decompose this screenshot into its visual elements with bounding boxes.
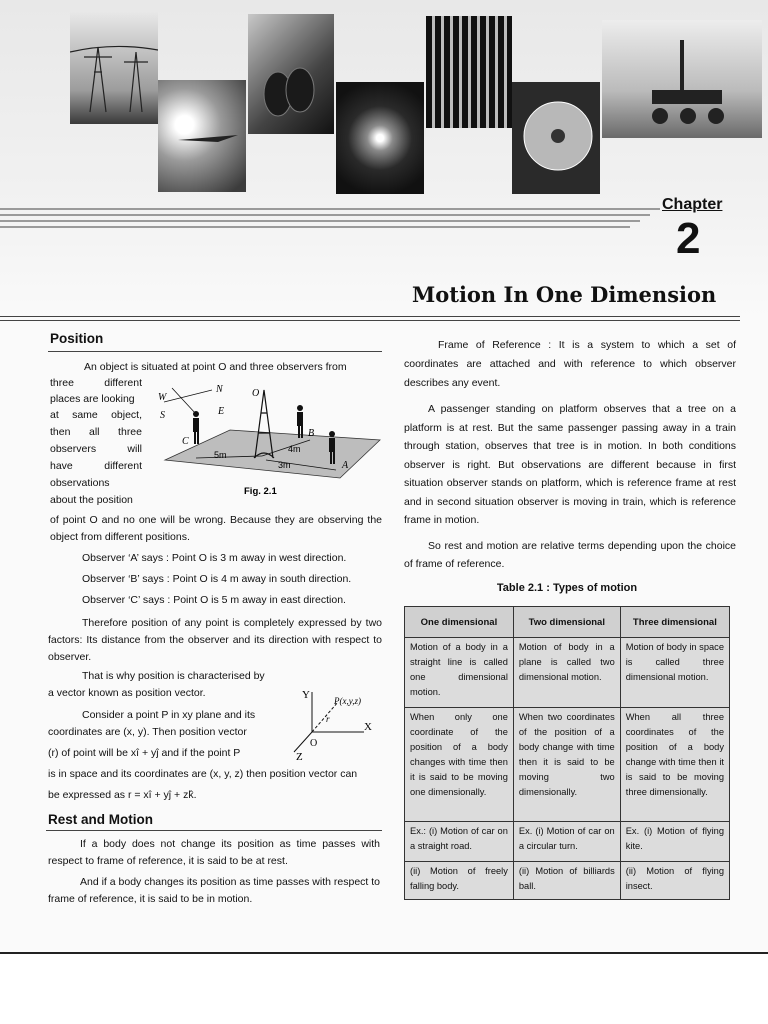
- distance-3m: 3m: [278, 460, 291, 470]
- machine-photo: [248, 14, 334, 134]
- observer-b-label: B: [308, 428, 315, 439]
- rover-photo: [602, 20, 762, 138]
- observer-statement: Observer ‘A’ says : Point O is 3 m away in west direction.: [82, 552, 347, 564]
- pylon-icon: [70, 12, 158, 124]
- title-rule: [0, 316, 740, 317]
- table-row: [405, 708, 730, 822]
- compass-w: W: [158, 392, 167, 403]
- position-vector-figure: [282, 684, 382, 764]
- paragraph: An object is situated at point O and three observers from: [84, 361, 347, 373]
- vector-r-label: r: [326, 714, 330, 724]
- table-cell: (ii) Motion of billiards ball.: [513, 862, 620, 900]
- origin-label: O: [310, 738, 318, 749]
- wrap-line: observations: [50, 477, 110, 489]
- paragraph-line: (r) of point will be xî + yĵ and if the point P: [48, 747, 241, 759]
- paragraph: Therefore position of any point is completely expressed by two factors: Its distance from the observer and its direction with respect to observer.: [48, 617, 382, 663]
- observer-statement: Observer ‘C’ says : Point O is 5 m away in east direction.: [82, 594, 346, 606]
- paragraph: of point O and no one will be wrong. Because they are observing the object from different positions.: [50, 514, 382, 543]
- paragraph-line: a vector known as position vector.: [48, 687, 206, 699]
- paragraph-line: is in space and its coordinates are (x, y, z) then position vector can: [48, 768, 358, 780]
- compass-n: N: [216, 384, 223, 395]
- x-axis-label: X: [364, 721, 372, 733]
- compass-e: E: [218, 406, 225, 417]
- table-header-row: [405, 607, 730, 638]
- observer-statement: Observer ‘B’ says : Point O is 4 m away in south direction.: [82, 573, 352, 585]
- wrap-line: then all three: [50, 426, 142, 438]
- z-axis-label: Z: [296, 751, 303, 763]
- table-cell: (ii) Motion of freely falling body.: [405, 862, 514, 900]
- paragraph-passenger: A passenger standing on platform observes that a tree on a platform is at rest. But the same passenger passing away in a train through station, observes that tree is in motion. In both conditions observer is right. But observations are different because in first situation observer stands on platform, which is reference frame at rest and in second situation observer is moving in train, which is reference frame in motion.: [404, 403, 736, 526]
- paragraph-frame-of-reference: Frame of Reference : It is a system to which a set of coordinates are attached and with reference to which observer describes any event.: [404, 339, 736, 389]
- fighter-jet-photo: [158, 80, 246, 192]
- table-cell: Ex.: (i) Motion of car on a straight road.: [405, 822, 514, 862]
- wrap-line: three different: [50, 377, 142, 389]
- page-bottom-border: [0, 952, 768, 954]
- y-axis-label: Y: [302, 689, 310, 701]
- wrap-line: observers will: [50, 443, 142, 455]
- banner-stripe: [0, 214, 650, 216]
- rover-icon: [602, 20, 762, 138]
- table-cell: Ex. (i) Motion of car on a circular turn.: [513, 822, 620, 862]
- types-of-motion-table: [404, 606, 730, 900]
- banner-stripe: [0, 226, 630, 228]
- cylinders-icon: [248, 14, 334, 134]
- table-cell: Motion of body in space is called three dimensional motion.: [620, 638, 729, 708]
- table-row: [405, 822, 730, 862]
- point-o-label: O: [252, 388, 260, 399]
- table-row: [405, 862, 730, 900]
- observer-c-icon: [193, 411, 199, 444]
- paragraph-line: coordinates are (x, y). Then position vector: [48, 726, 247, 738]
- distance-4m: 4m: [288, 444, 301, 454]
- section-heading-position: Position: [50, 331, 104, 346]
- paragraph: If a body does not change its position as time passes with respect to frame of reference, it is said to be at rest.: [48, 838, 380, 867]
- title-rule: [0, 320, 740, 321]
- table-cell: (ii) Motion of flying insect.: [620, 862, 729, 900]
- page-title: Motion In One Dimension: [412, 282, 717, 307]
- compass-s: S: [160, 410, 165, 421]
- table-cell: Motion of a body in a straight line is called one dimensional motion.: [405, 638, 514, 708]
- paragraph-line: be expressed as r = xî + yĵ + zk̂.: [48, 789, 197, 801]
- galaxy-photo: [336, 82, 424, 194]
- figure-2-1: [150, 378, 382, 498]
- banner-stripe: [0, 208, 660, 210]
- wrap-line: places are looking: [50, 393, 135, 405]
- chapter-number: 2: [676, 214, 701, 263]
- table-cell: Ex. (i) Motion of flying kite.: [620, 822, 729, 862]
- paragraph-line: That is why position is characterised by: [82, 670, 265, 682]
- wrap-line: have different: [50, 460, 142, 472]
- heading-rule: [46, 830, 382, 831]
- wrap-line: about the position: [50, 494, 133, 506]
- disk-icon: [512, 82, 600, 194]
- distance-5m: 5m: [214, 450, 227, 460]
- paragraph-line: Consider a point P in xy plane and its: [82, 709, 256, 721]
- chapter-label: Chapter: [662, 196, 723, 213]
- pylons-photo: [70, 12, 158, 124]
- point-p-label: P(x,y,z): [334, 696, 361, 706]
- heading-rule: [48, 351, 382, 352]
- observer-b-icon: [297, 405, 303, 438]
- figure-caption: Fig. 2.1: [244, 486, 277, 497]
- section-heading-rest-motion: Rest and Motion: [48, 812, 153, 827]
- table-title: Table 2.1 : Types of motion: [496, 582, 638, 594]
- wrap-line: at same object,: [50, 409, 142, 421]
- banner-stripe: [0, 220, 640, 222]
- col-header-one-dimensional: One dimensional: [405, 607, 514, 638]
- hard-disk-photo: [512, 82, 600, 194]
- col-header-two-dimensional: Two dimensional: [513, 607, 620, 638]
- paragraph: And if a body changes its position as time passes with respect to frame of reference, it is said to be in motion.: [48, 876, 380, 905]
- paragraph-relative: So rest and motion are relative terms depending upon the choice of frame of reference.: [404, 540, 736, 570]
- col-header-three-dimensional: Three dimensional: [620, 607, 729, 638]
- observer-c-label: C: [182, 436, 189, 447]
- table-row: [405, 638, 730, 708]
- table-cell: When only one coordinate of the position of a body changes with time then it is said to be moving one dimensionally.: [405, 708, 514, 822]
- table-cell: When two coordinates of the position of a body change with time then it is said to be moving two dimensionally.: [513, 708, 620, 822]
- table-cell: When all three coordinates of the position of a body change with time then it is said to be moving three dimensionally.: [620, 708, 729, 822]
- observer-a-label: A: [342, 460, 349, 471]
- table-cell: Motion of body in a plane is called two dimensional motion.: [513, 638, 620, 708]
- jet-icon: [158, 80, 246, 192]
- circuit-board-photo: [426, 16, 512, 128]
